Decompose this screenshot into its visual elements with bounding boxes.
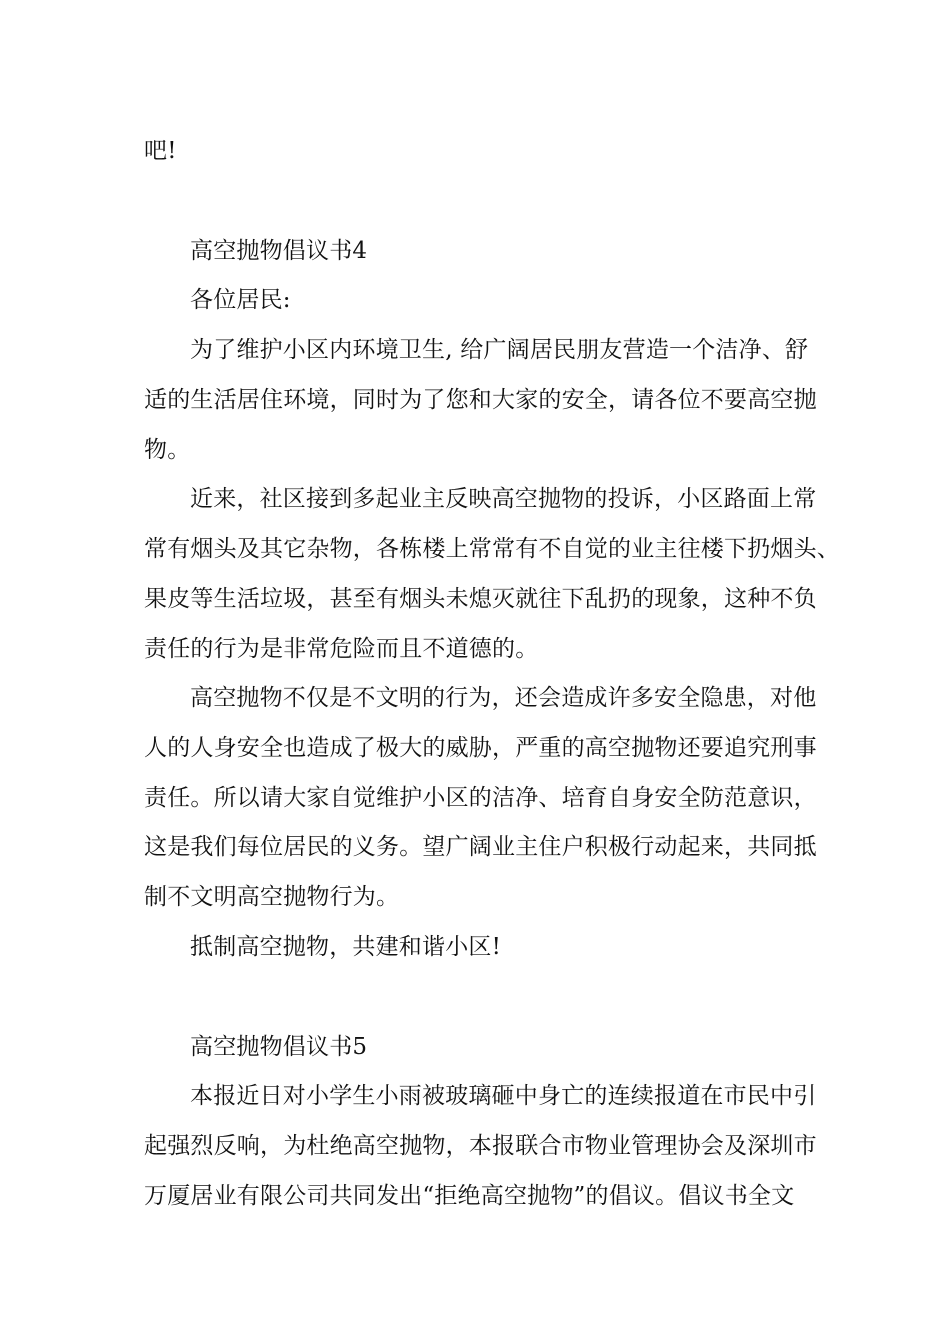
paragraph-line: 责任的行为是非常危险而且不道德的。 — [144, 636, 539, 662]
section-heading: 高空抛物倡议书4 — [190, 238, 368, 264]
paragraph-line: 适的生活居住环境，同时为了您和大家的安全，请各位不要高空抛 — [144, 387, 817, 413]
paragraph-line: 本报近日对小学生小雨被玻璃砸中身亡的连续报道在市民中引 — [190, 1083, 817, 1109]
section-heading: 高空抛物倡议书5 — [190, 1034, 368, 1060]
paragraph-line: 制不文明高空抛物行为。 — [144, 884, 400, 910]
paragraph-line: 责任。所以请大家自觉维护小区的洁净、培育自身安全防范意识， — [144, 785, 817, 811]
salutation: 各位居民: — [190, 287, 291, 313]
paragraph-line: 这是我们每位居民的义务。望广阔业主住户积极行动起来，共同抵 — [144, 834, 817, 860]
text-line: 吧! — [144, 138, 177, 164]
paragraph-line: 人的人身安全也造成了极大的威胁，严重的高空抛物还要追究刑事 — [144, 735, 817, 761]
paragraph-line: 果皮等生活垃圾，甚至有烟头未熄灭就往下乱扔的现象，这种不负 — [144, 586, 817, 612]
paragraph-line: 物。 — [144, 437, 191, 463]
paragraph-line: 万厦居业有限公司共同发出“拒绝高空抛物”的倡议。倡议书全文 — [144, 1183, 795, 1209]
paragraph-line: 常有烟头及其它杂物，各栋楼上常常有不自觉的业主往楼下扔烟头、 — [144, 536, 840, 562]
paragraph-line: 近来，社区接到多起业主反映高空抛物的投诉，小区路面上常 — [190, 486, 817, 512]
paragraph-line: 高空抛物不仅是不文明的行为，还会造成许多安全隐患，对他 — [190, 685, 817, 711]
paragraph-line: 起强烈反响，为杜绝高空抛物，本报联合市物业管理协会及深圳市 — [144, 1133, 817, 1159]
paragraph-line: 为了维护小区内环境卫生, 给广阔居民朋友营造一个洁净、舒 — [190, 337, 809, 363]
paragraph-line: 抵制高空抛物，共建和谐小区! — [190, 934, 502, 960]
